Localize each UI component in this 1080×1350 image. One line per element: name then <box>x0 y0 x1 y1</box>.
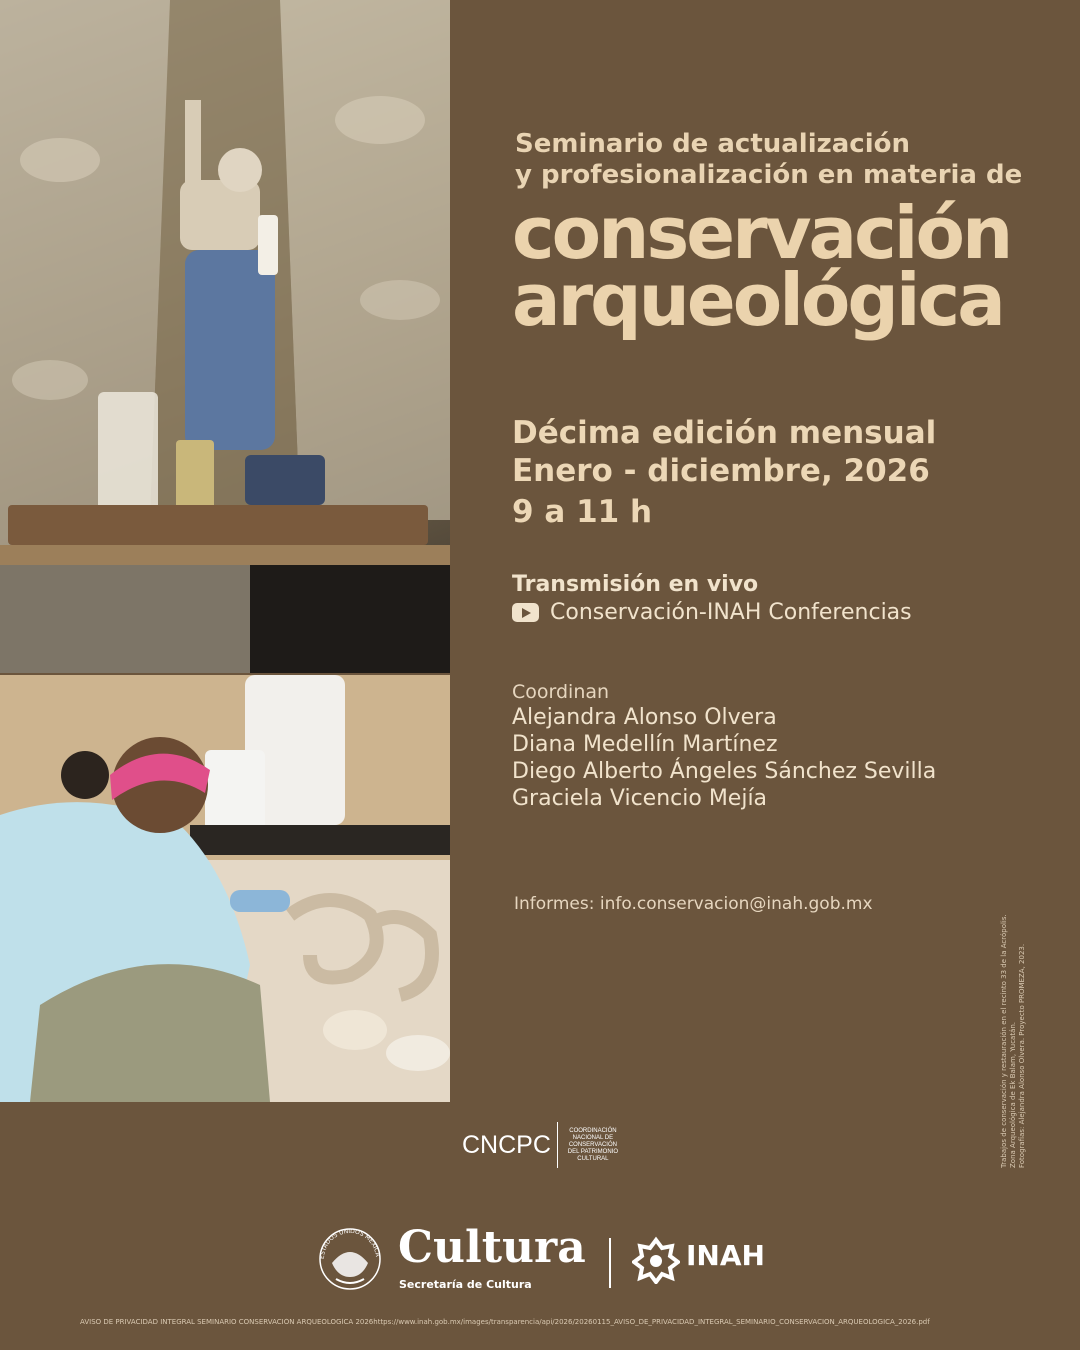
cncpc-divider <box>557 1122 558 1168</box>
contact-info: Informes: info.conservacion@inah.gob.mx <box>514 894 873 914</box>
mexico-seal-icon <box>312 1223 388 1297</box>
coordinator-name: Diego Alberto Ángeles Sánchez Sevilla <box>512 759 937 784</box>
privacy-notice: AVISO DE PRIVACIDAD INTEGRAL SEMINARIO CONSERVACIÓN ARQUEOLOGÍCA 2026https://www.inah.gob.mx/images/transparencia/api/2026/20260115_AVISO_DE_PRIVACIDAD_INTEGRAL_SEMINARIO_CONSERVACION_ARQUEOLOGICA_2026.pdf <box>80 1318 930 1326</box>
coordinator-name: Diana Medellín Martínez <box>512 732 778 757</box>
photo-top-restorer-in-vault <box>0 0 450 673</box>
youtube-icon <box>512 603 539 622</box>
secretaria-label: Secretaría de Cultura <box>399 1278 532 1291</box>
main-title-line-2: arqueológica <box>512 258 1003 342</box>
logo-divider <box>609 1238 611 1288</box>
edition-label: Décima edición mensual <box>512 415 937 451</box>
live-stream-channel-link[interactable] <box>512 600 912 625</box>
seminar-title-line-2: y profesionalización en materia de <box>515 160 1023 190</box>
coordinator-name: Alejandra Alonso Olvera <box>512 705 777 730</box>
photo-bottom-restorer-stucco-relief <box>0 675 450 1102</box>
photo-credit-line-1: Trabajos de conservación y restauración en el recinto 33 de la Acrópolis. <box>1000 914 1008 1168</box>
live-stream-label: Transmisión en vivo <box>512 572 759 597</box>
edition-hours: 9 a 11 h <box>512 494 653 530</box>
inah-emblem-icon <box>632 1236 680 1288</box>
cncpc-logo <box>462 1122 623 1168</box>
seal-text: ESTADOS UNIDOS MEXICA <box>318 1227 381 1260</box>
photo-credit <box>1000 878 1027 1168</box>
cncpc-acronym: CNCPC <box>462 1130 551 1159</box>
coordinator-name: Graciela Vicencio Mejía <box>512 786 768 811</box>
main-title-line-1: conservación <box>512 191 1011 275</box>
photo-credit-line-3: Fotografías: Alejandra Alonso Olvera. Proyecto PROMEZA, 2023. <box>1018 943 1026 1168</box>
edition-dates: Enero - diciembre, 2026 <box>512 453 930 489</box>
cultura-logo-text: Cultura <box>398 1222 586 1273</box>
inah-logo-text: INAH <box>686 1239 765 1272</box>
live-stream-channel-name: Conservación-INAH Conferencias <box>550 600 912 625</box>
coordinators-label: Coordinan <box>512 681 610 703</box>
cncpc-full-name: COORDINACIÓN NACIONAL DE CONSERVACIÓN DEL PATRIMONIO CULTURAL <box>567 1127 619 1162</box>
photo-credit-line-2: Zona Arqueológica de Ek Balam, Yucatán. <box>1009 1021 1017 1168</box>
seminar-title-line-1: Seminario de actualización <box>515 129 911 159</box>
